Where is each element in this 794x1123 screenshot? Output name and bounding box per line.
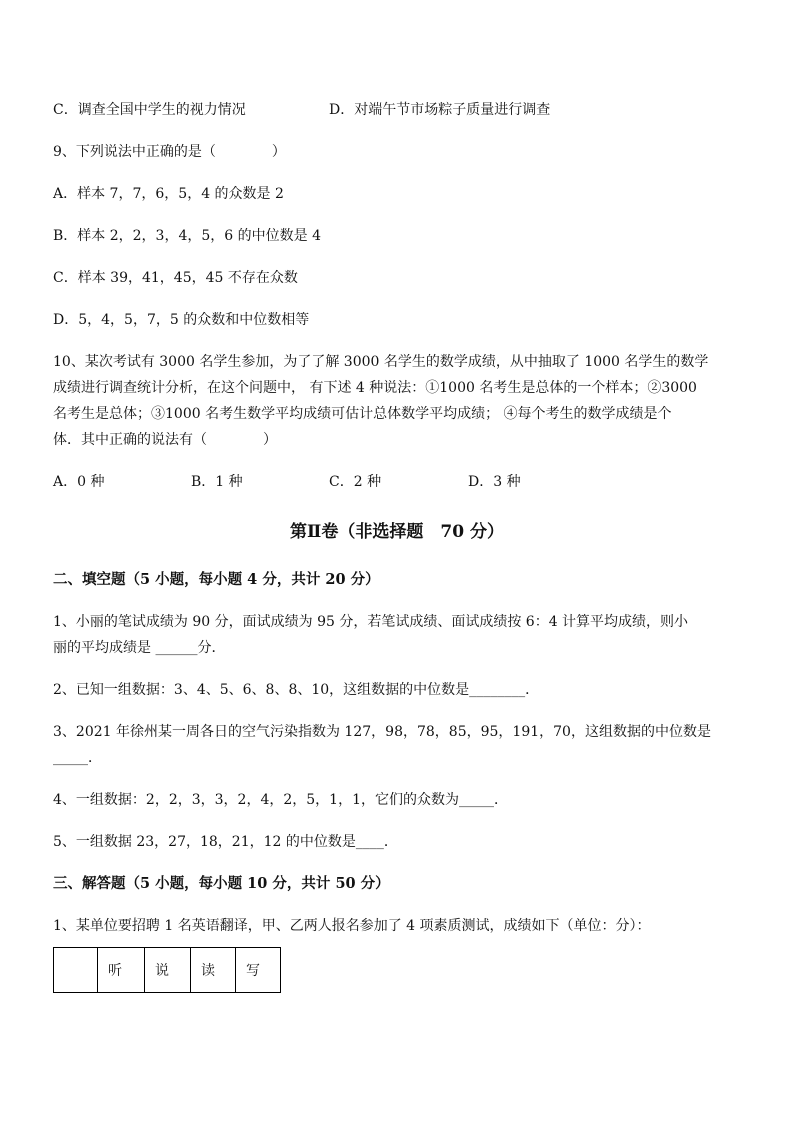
q10-option-b: B．1 种	[191, 474, 243, 490]
fill-q3-line1: 3、2021 年徐州某一周各日的空气污染指数为 127，98，78，85，95，191，70，这组数据的中位数是	[53, 724, 711, 740]
q9-option-a: A．样本 7，7，6，5，4 的众数是 2	[53, 186, 284, 202]
table-header-cell: 读	[191, 948, 236, 993]
q9-option-c: C．样本 39，41，45，45 不存在众数	[53, 270, 298, 286]
fill-q2: 2、已知一组数据：3、4、5、6、8、8、10，这组数据的中位数是________．	[53, 682, 540, 698]
q10-stem-line3: 名考生是总体；③1000 名考生数学平均成绩可估计总体数学平均成绩； ④每个考生的数学成绩是个	[53, 406, 672, 422]
part2-title: 第Ⅱ卷（非选择题 70 分）	[290, 522, 504, 542]
q10-option-a: A．0 种	[53, 474, 105, 490]
q8-option-c: C．调查全国中学生的视力情况	[53, 102, 246, 118]
q8-options	[53, 101, 246, 119]
fill-section-heading: 二、填空题（5 小题，每小题 4 分，共计 20 分）	[53, 571, 380, 588]
table-header-cell: 听	[98, 948, 145, 993]
table-header-cell: 说	[145, 948, 191, 993]
q10-stem-line4: 体．其中正确的说法有（ ）	[53, 432, 277, 448]
q10-option-d: D．3 种	[468, 474, 521, 490]
fill-q4: 4、一组数据：2，2，3，3，2，4，2，5，1，1，它们的众数为_____．	[53, 792, 508, 808]
score-table	[53, 947, 281, 993]
table-row	[54, 948, 281, 993]
table-header-cell: 写	[236, 948, 281, 993]
q9-stem: 9、下列说法中正确的是（ ）	[53, 144, 286, 160]
q8-option-d: D．对端午节市场粽子质量进行调查	[329, 102, 551, 118]
q10-stem-line1: 10、某次考试有 3000 名学生参加，为了了解 3000 名学生的数学成绩，从中抽取了 1000 名学生的数学	[53, 354, 709, 370]
fill-q1-line2: 丽的平均成绩是 ______分．	[53, 640, 226, 656]
fill-q5: 5、一组数据 23，27，18，21，12 的中位数是____．	[53, 834, 398, 850]
table-header-cell	[54, 948, 98, 993]
q10-stem-line2: 成绩进行调查统计分析，在这个问题中， 有下述 4 种说法：①1000 名考生是总体的一个样本；②3000	[53, 380, 697, 396]
q9-option-b: B．样本 2，2，3，4，5，6 的中位数是 4	[53, 228, 321, 244]
answer-section-heading: 三、解答题（5 小题，每小题 10 分，共计 50 分）	[53, 875, 390, 892]
q9-option-d: D．5，4，5，7，5 的众数和中位数相等	[53, 312, 310, 328]
answer-q1-stem: 1、某单位要招聘 1 名英语翻译，甲、乙两人报名参加了 4 项素质测试，成绩如下（单位：分）：	[53, 918, 651, 934]
q10-option-c: C．2 种	[329, 474, 382, 490]
fill-q3-line2: _____．	[53, 750, 102, 766]
fill-q1-line1: 1、小丽的笔试成绩为 90 分，面试成绩为 95 分，若笔试成绩、面试成绩按 6：4 计算平均成绩，则小	[53, 614, 689, 630]
